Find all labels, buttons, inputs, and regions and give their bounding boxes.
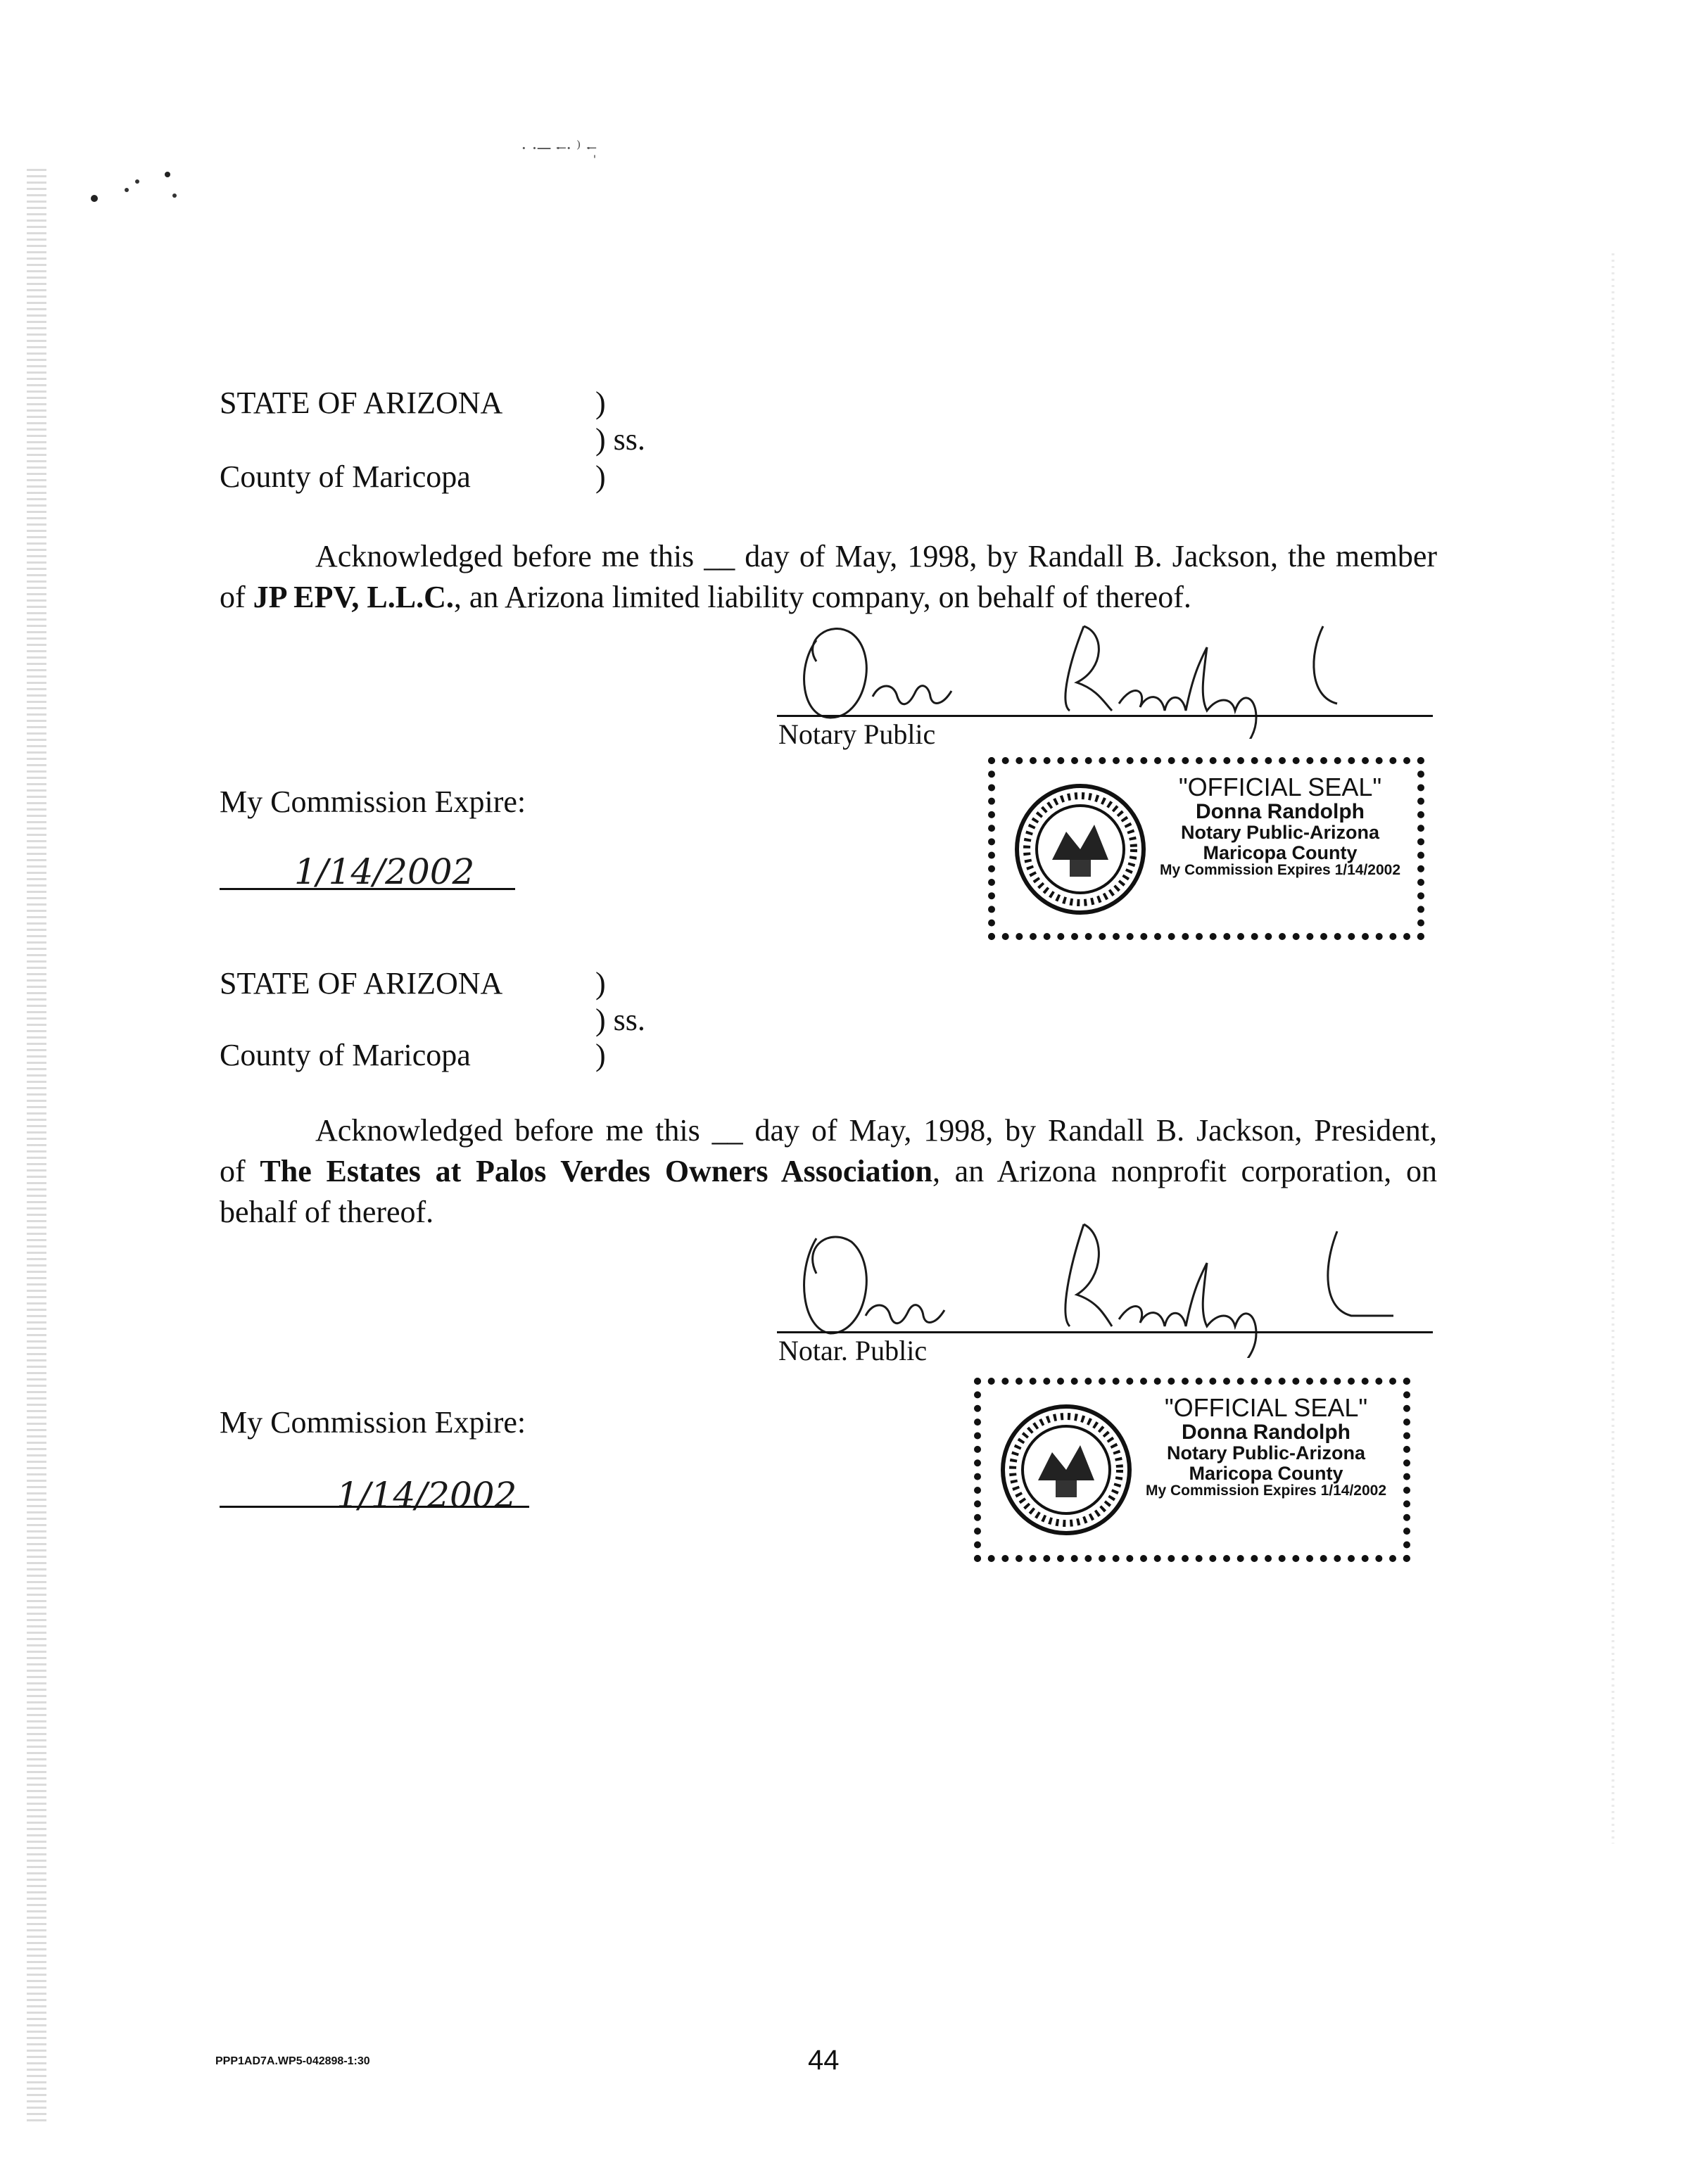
- seal-name: Donna Randolph: [1182, 1420, 1350, 1444]
- paren: ): [595, 1038, 606, 1072]
- seal-expiration: My Commission Expires 1/14/2002: [1146, 1482, 1386, 1499]
- commission-date-line: [220, 888, 515, 890]
- signature-text: [774, 612, 780, 613]
- signature-text: [774, 1217, 780, 1218]
- state-heading: STATE OF ARIZONA: [220, 386, 503, 420]
- scan-specks: [84, 162, 190, 211]
- entity-name: JP EPV, L.L.C.: [253, 580, 454, 614]
- commission-date: 1/14/2002: [336, 1475, 517, 1516]
- scan-edge-left: [27, 169, 46, 2125]
- official-seal-stamp: [988, 757, 1424, 940]
- paragraph-line: Acknowledged before me this __ day of May, 1998, by Randall B. Jackson, the member: [315, 539, 1437, 573]
- notary-public-label: Notar. Public: [778, 1335, 928, 1366]
- seal-county: Maricopa County: [1203, 842, 1358, 863]
- scan-edge-right: [1612, 253, 1614, 1843]
- commission-date: 1/14/2002: [294, 851, 475, 892]
- state-seal-icon: [1013, 782, 1147, 916]
- seal-role: Notary Public-Arizona: [1180, 822, 1380, 844]
- paragraph-text: of: [220, 1154, 260, 1188]
- file-code: PPP1AD7A.WP5-042898-1:30: [215, 2055, 370, 2067]
- seal-county: Maricopa County: [1189, 1462, 1343, 1484]
- ss-marker: ) ss.: [595, 422, 645, 457]
- seal-title: "OFFICIAL SEAL": [1164, 1393, 1368, 1422]
- paragraph-text: of: [220, 580, 253, 614]
- commission-date-line: [220, 1506, 529, 1508]
- page-number: 44: [808, 2045, 840, 2076]
- seal-title: "OFFICIAL SEAL": [1178, 773, 1382, 801]
- ss-marker: ) ss.: [595, 1003, 645, 1037]
- acknowledgment-paragraph: [220, 1110, 1437, 1233]
- header-marks: · ·─ ·̶ · ⁾ ·̶ˌ: [521, 138, 598, 158]
- state-heading: STATE OF ARIZONA: [220, 966, 503, 1001]
- seal-expiration: My Commission Expires 1/14/2002: [1160, 861, 1400, 878]
- paren: ): [595, 966, 606, 1001]
- signature-line: [777, 1331, 1433, 1333]
- official-seal-stamp: [974, 1378, 1410, 1562]
- paren: ): [595, 386, 606, 420]
- paragraph-line: [220, 1151, 1437, 1192]
- state-seal-icon: [999, 1403, 1133, 1537]
- paragraph-text: , an Arizona nonprofit corporation, on: [932, 1154, 1437, 1188]
- notary-public-label: Notary Public: [778, 718, 936, 750]
- commission-label: My Commission Expire:: [220, 1405, 526, 1440]
- county-heading: County of Maricopa: [220, 459, 471, 494]
- acknowledgment-paragraph: [220, 536, 1437, 618]
- seal-name: Donna Randolph: [1196, 799, 1365, 823]
- commission-label: My Commission Expire:: [220, 785, 526, 819]
- signature-line: [777, 715, 1433, 717]
- paragraph-text: , an Arizona limited liability company, on behalf of thereof.: [453, 580, 1191, 614]
- seal-role: Notary Public-Arizona: [1166, 1442, 1366, 1464]
- county-heading: County of Maricopa: [220, 1038, 471, 1072]
- paren: ): [595, 459, 606, 494]
- paragraph-line: behalf of thereof.: [220, 1195, 434, 1229]
- paragraph-line: Acknowledged before me this __ day of May, 1998, by Randall B. Jackson, President,: [315, 1113, 1437, 1148]
- entity-name: The Estates at Palos Verdes Owners Association: [260, 1154, 932, 1188]
